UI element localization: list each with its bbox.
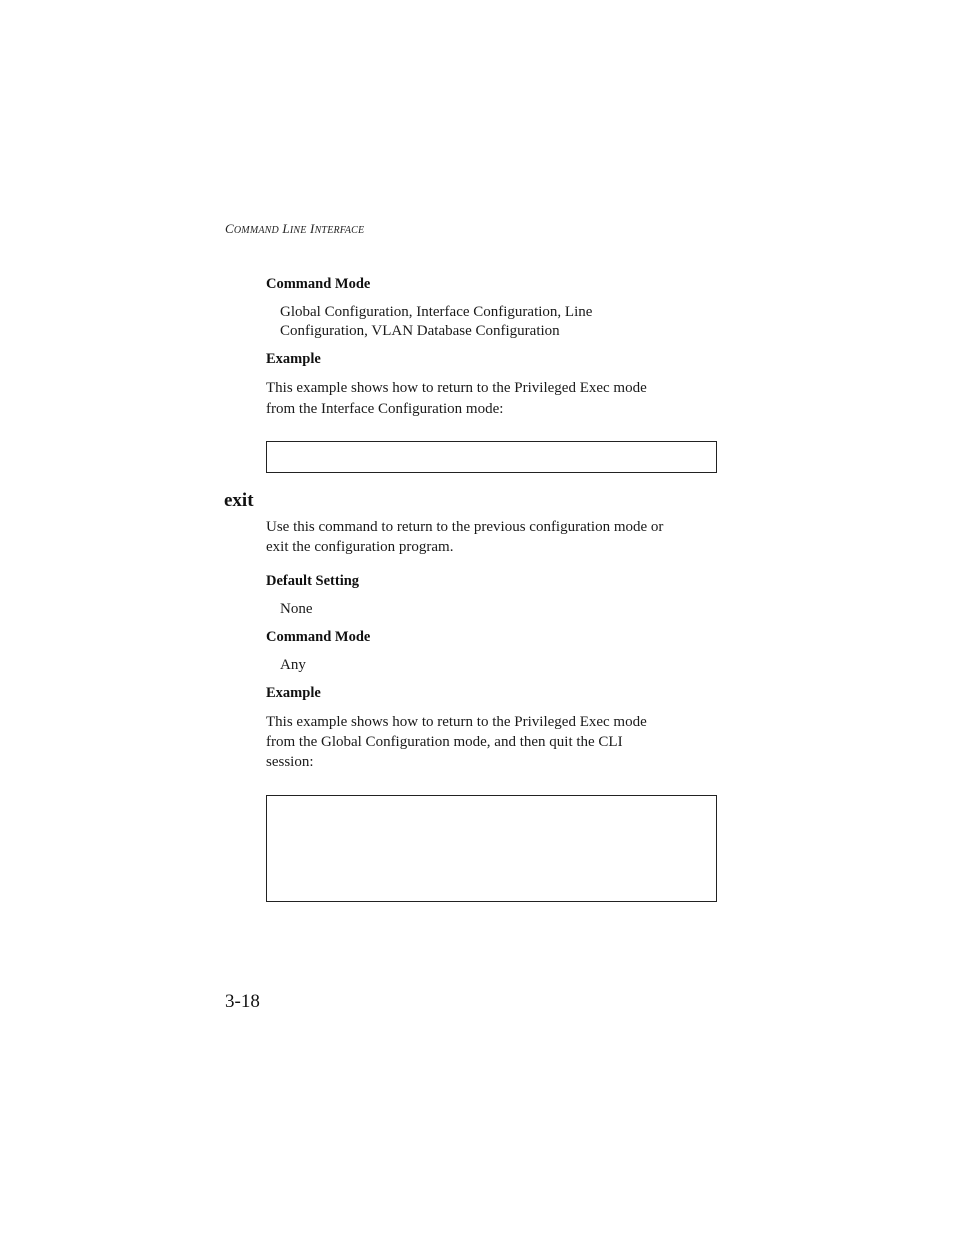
example-heading: Example <box>266 351 321 367</box>
exit-description-line-1: Use this command to return to the previous configuration mode or <box>266 519 664 535</box>
running-header <box>225 221 364 237</box>
header-word2-rest: INE <box>289 225 307 236</box>
example-text-line-2: from the Interface Configuration mode: <box>266 401 504 417</box>
exit-example-line-1: This example shows how to return to the Privileged Exec mode <box>266 714 647 730</box>
header-word3-initial: I <box>310 221 315 236</box>
header-word3-rest: NTERFACE <box>314 225 365 236</box>
default-setting-heading: Default Setting <box>266 573 360 589</box>
header-word2-initial: L <box>282 221 290 236</box>
exit-code-example-box <box>266 795 717 902</box>
header-word1-rest: OMMAND <box>233 225 279 236</box>
exit-description-line-2: exit the configuration program. <box>266 539 454 555</box>
page-number: 3-18 <box>225 991 260 1012</box>
default-setting-value: None <box>280 601 313 617</box>
exit-example-line-2: from the Global Configuration mode, and then quit the CLI <box>266 734 623 750</box>
exit-example-heading: Example <box>266 685 321 701</box>
exit-command-title: exit <box>224 490 254 511</box>
command-mode-line-1: Global Configuration, Interface Configuration, Line <box>280 304 593 320</box>
exit-example-line-3: session: <box>266 754 314 770</box>
command-mode-heading: Command Mode <box>266 276 371 292</box>
exit-command-mode-heading: Command Mode <box>266 629 371 645</box>
exit-command-mode-value: Any <box>280 657 306 673</box>
command-mode-line-2: Configuration, VLAN Database Configuration <box>280 323 560 339</box>
header-word1-initial: C <box>225 221 234 236</box>
example-text-line-1: This example shows how to return to the Privileged Exec mode <box>266 380 647 396</box>
code-example-box <box>266 441 717 473</box>
